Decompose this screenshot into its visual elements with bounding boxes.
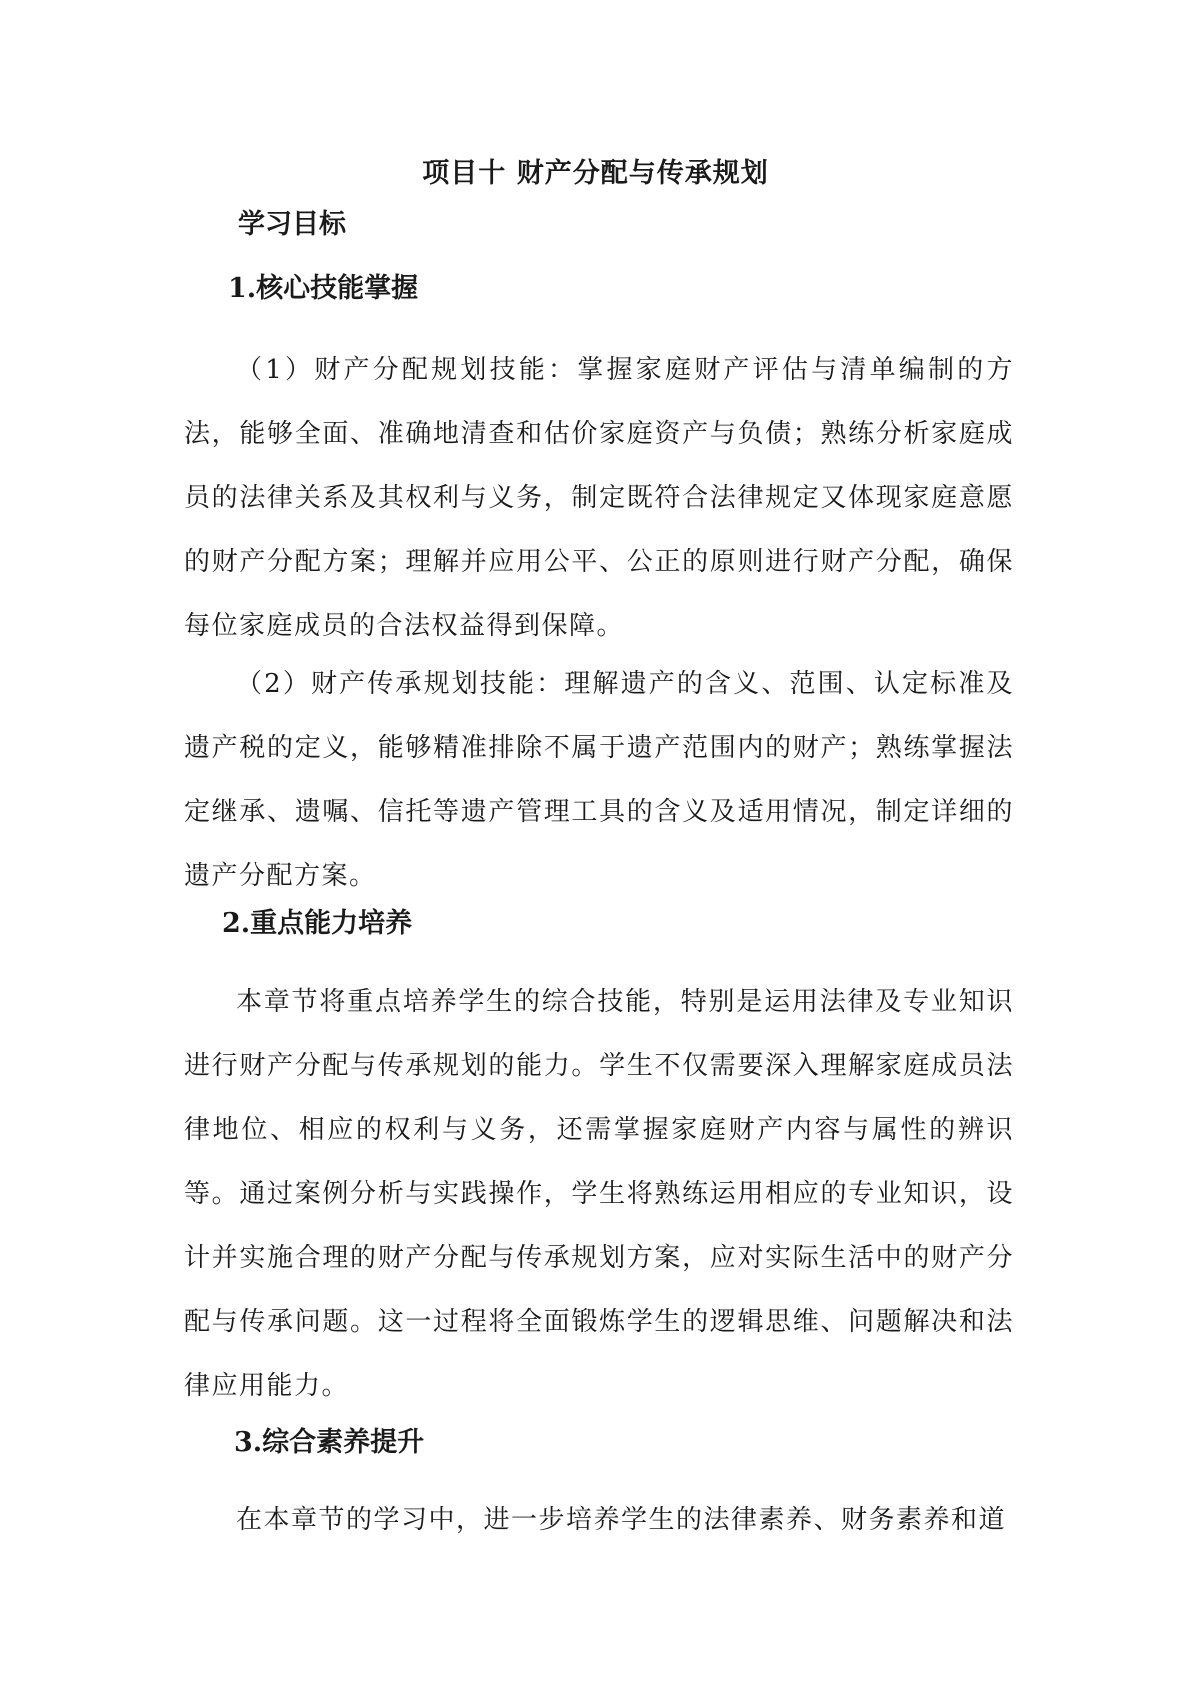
paragraph-property-distribution-skills: （1）财产分配规划技能：掌握家庭财产评估与清单编制的方法，能够全面、准确地清查和估价家庭资产与负债；熟练分析家庭成员的法律关系及其权利与义务，制定既符合法律规定又体现家庭意愿的财产分配方案；理解并应用公平、公正的原则进行财产分配，确保每位家庭成员的合法权益得到保障。 [184, 355, 1014, 641]
subheading-comprehensive-literacy: 3.综合素养提升 [234, 1427, 425, 1458]
subheading-core-skills: 1.核心技能掌握 [228, 273, 419, 304]
page-title: 项目十 财产分配与传承规划 [422, 158, 769, 189]
paragraph-comprehensive-literacy: 在本章节的学习中，进一步培养学生的法律素养、财务素养和道 [236, 1505, 1007, 1535]
section-heading-learning-objectives: 学习目标 [238, 209, 346, 240]
paragraph-key-abilities: 本章节将重点培养学生的综合技能，特别是运用法律及专业知识进行财产分配与传承规划的能力。学生不仅需要深入理解家庭成员法律地位、相应的权利与义务，还需掌握家庭财产内容与属性的辨识等。通过案例分析与实践操作，学生将熟练运用相应的专业知识，设计并实施合理的财产分配与传承规划方案，应对实际生活中的财产分配与传承问题。这一过程将全面锻炼学生的逻辑思维、问题解决和法律应用能力。 [184, 987, 1014, 1401]
paragraph-property-inheritance-skills: （2）财产传承规划技能：理解遗产的含义、范围、认定标准及遗产税的定义，能够精准排除不属于遗产范围内的财产；熟练掌握法定继承、遗嘱、信托等遗产管理工具的含义及适用情况，制定详细的遗产分配方案。 [184, 669, 1014, 891]
subheading-key-abilities: 2.重点能力培养 [222, 908, 413, 939]
